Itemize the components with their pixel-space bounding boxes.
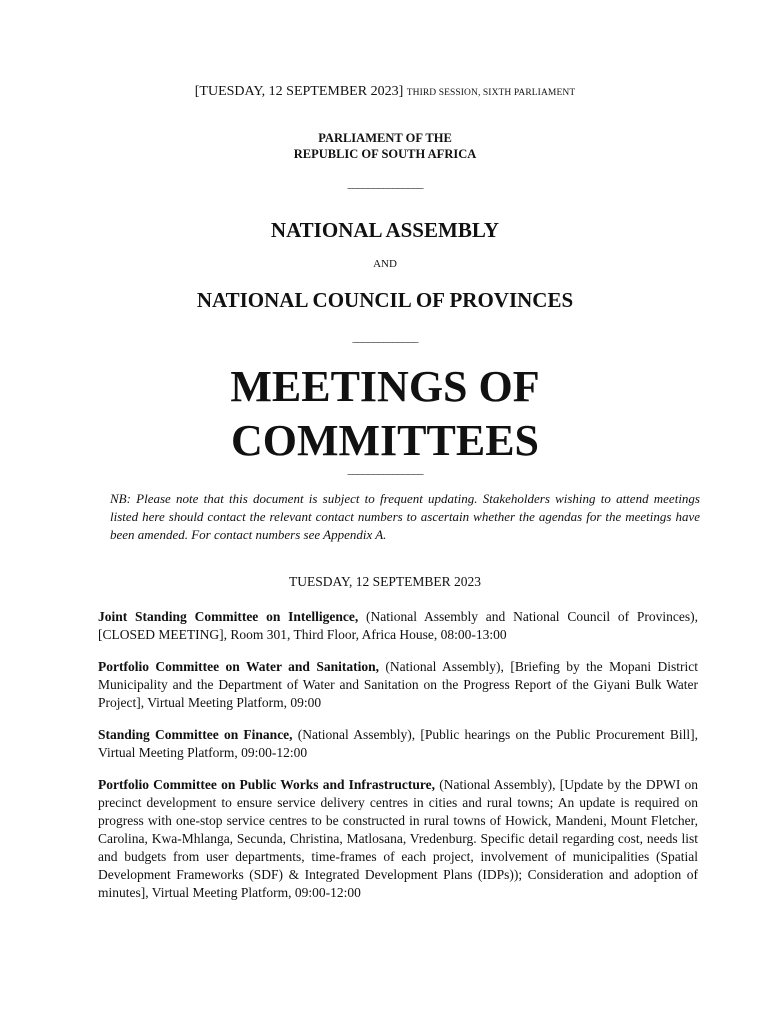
meeting-entry [98, 726, 698, 762]
committee-name: Standing Committee on Finance, [98, 727, 293, 742]
meeting-details: (National Assembly and National Council of Provinces), [CLOSED MEETING], Room 301, Third Floor, Africa House, 08:00-13:00 [98, 609, 698, 642]
committee-name: Portfolio Committee on Public Works and Infrastructure, [98, 777, 436, 792]
title-line-2: COMMITTEES [230, 416, 540, 465]
divider-rule: _______________ [347, 462, 423, 476]
committee-name: Portfolio Committee on Water and Sanitation, [98, 659, 379, 674]
update-notice: NB: Please note that this document is subject to frequent updating. Stakeholders wishing to attend meetings listed here should contact the relevant contact numbers to ascertain whether the agendas for the meetings have been amended. For contact numbers see Appendix A. [110, 491, 700, 542]
committee-name: Joint Standing Committee on Intelligence, [98, 609, 359, 624]
meeting-details: (National Assembly), [Update by the DPWI on precinct development to ensure service delivery centres in cities and rural towns; An update is required on progress with one-stop service centres to be constructed in rural towns of Howick, Mandeni, Mount Fletcher, Carolina, Kwa-Mhlanga, Secunda, Christina, Matlosana, Vredenburg. Specific detail regarding cost, needs list and budgets from user departments, time-frames of each project, involvement of municipalities (Spatial Development Frameworks (SDF) & Integrated Development Plans (IDPs)); Consideration and adoption of minutes], Virtual Meeting Platform, 09:00-12:00 [98, 777, 699, 900]
parliament-heading [0, 130, 770, 162]
date-heading: TUESDAY, 12 SEPTEMBER 2023 [288, 574, 482, 589]
meeting-entry [98, 776, 698, 902]
document-title [0, 360, 770, 468]
meeting-details: (National Assembly), [Public hearings on the Public Procurement Bill], Virtual Meeting Platform, 09:00-12:00 [98, 727, 699, 760]
document-header [0, 84, 770, 100]
divider-rule: _______________ [347, 176, 423, 190]
ncop-heading: NATIONAL COUNCIL OF PROVINCES [196, 288, 574, 312]
meeting-entry [98, 608, 698, 644]
national-assembly-heading: NATIONAL ASSEMBLY [270, 218, 500, 242]
meeting-details: (National Assembly), [Briefing by the Mopani District Municipality and the Department of Water and Sanitation on the Progress Report of the Giyani Bulk Water Project], Virtual Meeting Platform, 09:00 [98, 659, 698, 710]
header-session: THIRD SESSION, SIXTH PARLIAMENT [406, 88, 576, 98]
header-date: [TUESDAY, 12 SEPTEMBER 2023] [194, 84, 404, 99]
divider-rule: _____________ [352, 330, 418, 344]
and-conjunction: AND [373, 258, 397, 270]
title-line-1: MEETINGS OF [230, 362, 540, 411]
parliament-line-1: PARLIAMENT OF THE [318, 131, 452, 145]
parliament-line-2: REPUBLIC OF SOUTH AFRICA [293, 147, 477, 161]
meeting-entry [98, 658, 698, 712]
